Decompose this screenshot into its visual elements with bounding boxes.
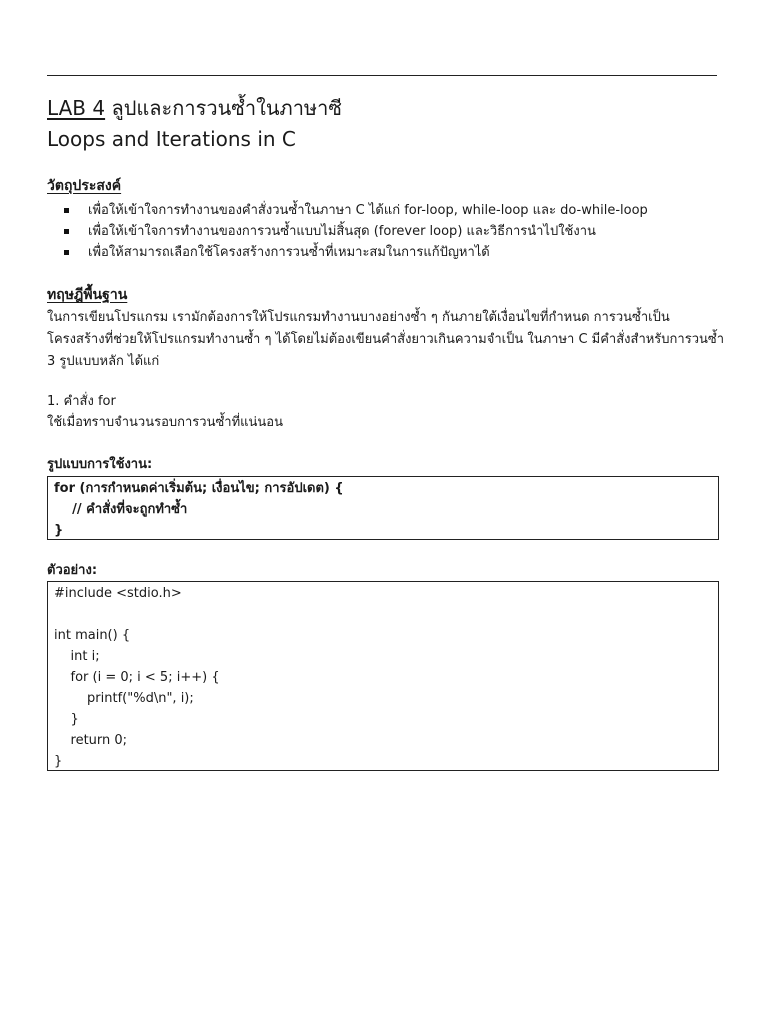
- objective-item: [63, 242, 648, 263]
- theory-line: 3 รูปแบบหลัก ได้แก่: [47, 354, 160, 369]
- code-line: for (i = 0; i < 5; i++) {: [54, 670, 220, 685]
- code-line: }: [54, 712, 79, 727]
- syntax-label: รูปแบบการใช้งาน:: [47, 457, 153, 472]
- square-bullet-icon: [64, 208, 69, 213]
- objective-text: เพื่อให้เข้าใจการทำงานของการวนซ้ำแบบไม่สิ้นสุด (forever loop) และวิธีการนำไปใช้งาน: [88, 224, 596, 239]
- objective-text: เพื่อให้เข้าใจการทำงานของคำสั่งวนซ้ำในภาษา C ได้แก่ for-loop, while-loop และ do-while-loop: [88, 203, 648, 218]
- document-title-thai-line: [47, 94, 342, 122]
- objectives-list: [63, 200, 648, 263]
- code-line: printf("%d\n", i);: [54, 691, 194, 706]
- english-title: Loops and Iterations in C: [47, 127, 296, 151]
- code-line: }: [54, 754, 63, 769]
- objective-item: [63, 200, 648, 221]
- syntax-line: for (การกำหนดค่าเริ่มต้น; เงื่อนไข; การอัปเดต) {: [54, 481, 344, 496]
- lab-number-label: LAB 4: [47, 96, 106, 120]
- objective-item: [63, 221, 648, 242]
- code-line: #include <stdio.h>: [54, 586, 182, 601]
- syntax-line: // คำสั่งที่จะถูกทำซ้ำ: [54, 502, 188, 517]
- theory-heading: ทฤษฎีพื้นฐาน: [47, 287, 128, 303]
- theory-paragraph: [47, 307, 725, 373]
- code-line: return 0;: [54, 733, 128, 748]
- code-line: int i;: [54, 649, 100, 664]
- code-line: [54, 604, 718, 625]
- theory-line: ในการเขียนโปรแกรม เรามักต้องการให้โปรแกรมทำงานบางอย่างซ้ำ ๆ กันภายใต้เงื่อนไขที่กำหนด การวนซ้ำเป็น: [47, 310, 670, 325]
- example-label: ตัวอย่าง:: [47, 563, 98, 578]
- thai-title: ลูปและการวนซ้ำในภาษาซี: [111, 96, 342, 120]
- theory-line: โครงสร้างที่ช่วยให้โปรแกรมทำงานซ้ำ ๆ ได้โดยไม่ต้องเขียนคำสั่งยาวเกินความจำเป็น ในภาษา C มีคำสั่งสำหรับการวนซ้ำ: [47, 332, 725, 347]
- square-bullet-icon: [64, 250, 69, 255]
- example-code-box: [47, 581, 719, 771]
- for-description: ใช้เมื่อทราบจำนวนรอบการวนซ้ำที่แน่นอน: [47, 415, 284, 430]
- objectives-heading: วัตถุประสงค์: [47, 178, 122, 194]
- objective-text: เพื่อให้สามารถเลือกใช้โครงสร้างการวนซ้ำที่เหมาะสมในการแก้ปัญหาได้: [88, 245, 490, 260]
- for-heading: 1. คำสั่ง for: [47, 394, 116, 409]
- syntax-box: [47, 476, 719, 540]
- square-bullet-icon: [64, 229, 69, 234]
- top-horizontal-rule: [47, 75, 717, 76]
- syntax-line: }: [54, 523, 64, 538]
- code-line: int main() {: [54, 628, 131, 643]
